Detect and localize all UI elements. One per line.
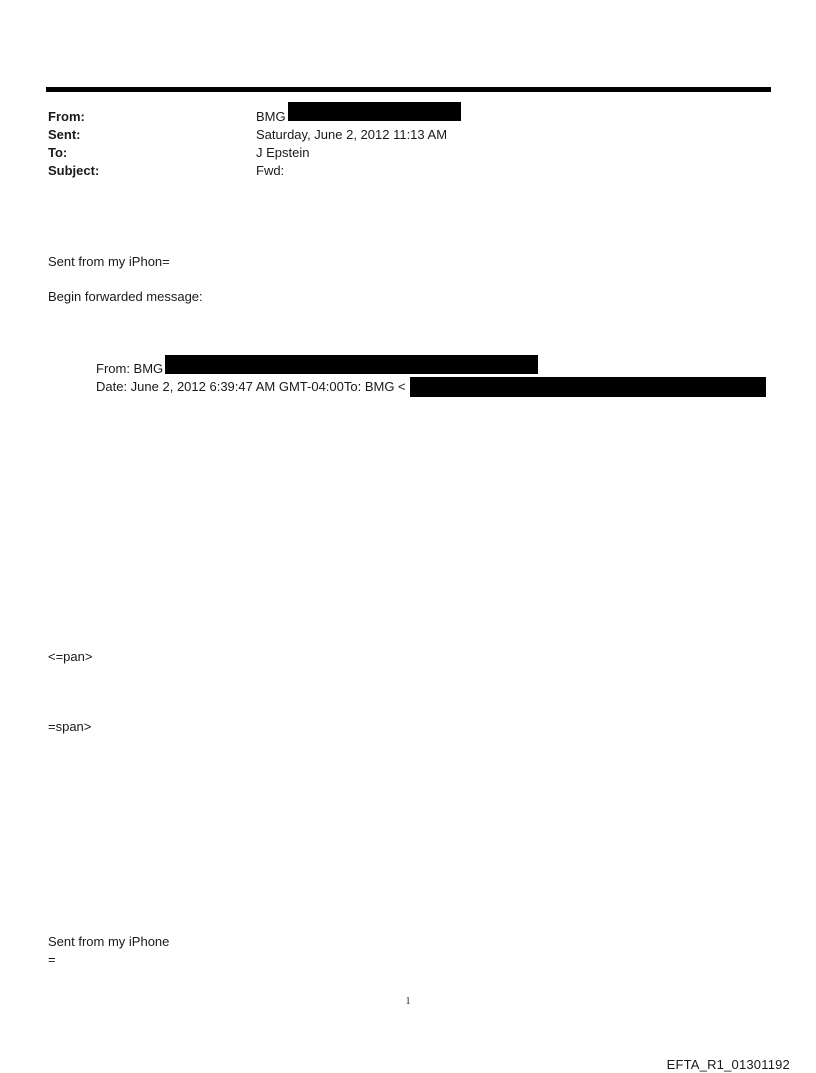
header-rule	[46, 87, 771, 92]
to-value: J Epstein	[256, 145, 310, 160]
body-line-equals: =	[48, 952, 56, 967]
forwarded-from: From: BMG	[96, 361, 164, 376]
body-line-sent-from: Sent from my iPhon=	[48, 254, 170, 269]
body-line-pan: <=pan>	[48, 649, 93, 664]
to-label: To:	[48, 145, 68, 160]
subject-value: Fwd:	[256, 163, 285, 178]
body-line-span: =span>	[48, 719, 92, 734]
subject-label: Subject:	[48, 163, 100, 178]
from-redaction	[288, 102, 461, 121]
from-label: From:	[48, 109, 85, 124]
body-line-sent-from-iphone: Sent from my iPhone	[48, 934, 170, 949]
document-id: EFTA_R1_01301192	[666, 1057, 790, 1072]
forwarded-from-redaction	[165, 355, 538, 374]
forwarded-to-redaction	[410, 377, 766, 397]
sent-label: Sent:	[48, 127, 81, 142]
body-line-begin-forwarded: Begin forwarded message:	[48, 289, 203, 304]
sent-value: Saturday, June 2, 2012 11:13 AM	[256, 127, 448, 142]
forwarded-date: Date: June 2, 2012 6:39:47 AM GMT-04:00To: BMG <	[96, 379, 406, 394]
page-number: 1	[405, 996, 411, 1007]
from-value: BMG	[256, 109, 286, 124]
